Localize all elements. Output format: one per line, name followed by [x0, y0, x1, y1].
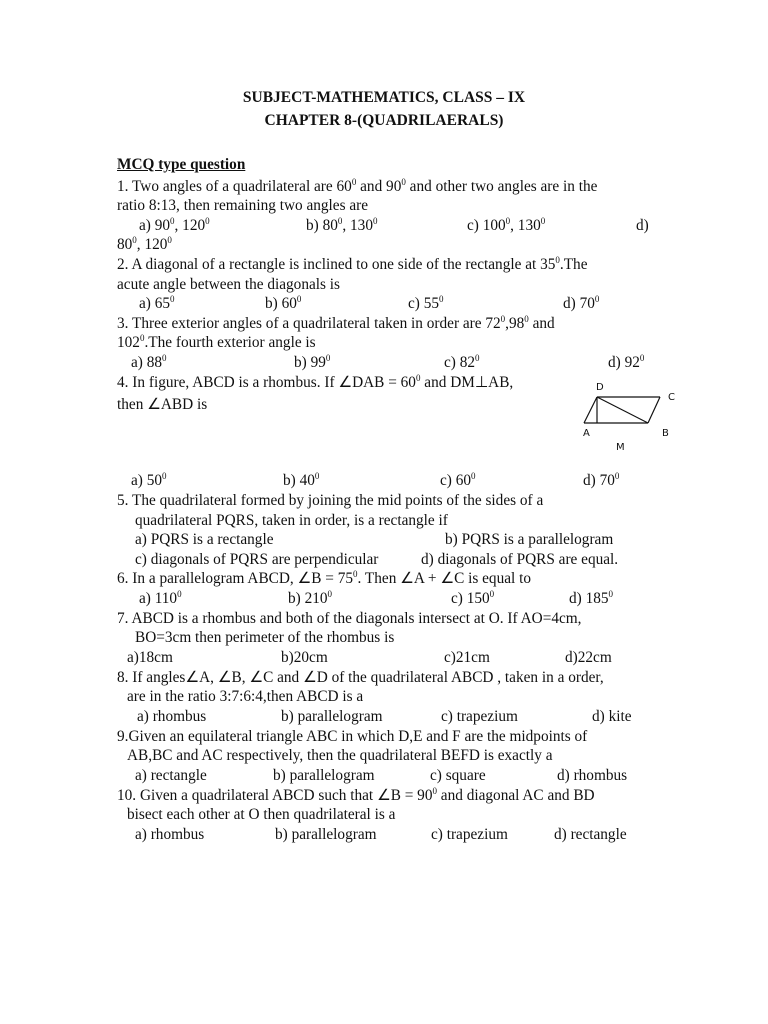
question-1-option-a: a) $90^0$, $120^0$	[139, 216, 210, 234]
question-4-line-1: 4. In figure, ABCD is a rhombus. If ∠DAB = $60^0$ and DM⊥AB,	[117, 373, 514, 391]
question-3-option-a: a) $88^0$	[131, 353, 167, 371]
question-9-line-2: AB,BC and AC respectively, then the quadrilateral BEFD is exactly a	[127, 747, 553, 764]
question-8-line-2: are in the ratio 3:7:6:4,then ABCD is a	[127, 688, 364, 705]
question-5-option-b: b) PQRS is a parallelogram	[445, 531, 614, 548]
question-10-option-c: c) trapezium	[431, 826, 508, 843]
question-7-option-c: c)21cm	[444, 649, 490, 666]
question-1-line-1: 1. Two angles of a quadrilateral are $60^0$ and $90^0$ and other two angles are in the	[117, 177, 598, 195]
question-4-option-a: a) $50^0$	[131, 471, 167, 489]
question-7-line-2: BO=3cm then perimeter of the rhombus is	[135, 629, 395, 646]
question-5-line-1: 5. The quadrilateral formed by joining the mid points of the sides of a	[117, 492, 544, 509]
question-9-option-a: a) rectangle	[135, 767, 207, 784]
label-a: A	[583, 428, 590, 439]
question-4-option-c: c) $60^0$	[440, 471, 476, 489]
question-7-option-d: d)22cm	[565, 649, 612, 666]
question-1-line-2: ratio 8:13, then remaining two angles are	[117, 197, 369, 214]
question-7-line-1: 7. ABCD is a rhombus and both of the diagonals intersect at O. If AO=4cm,	[117, 610, 582, 627]
question-6-option-a: a) $110^0$	[139, 589, 182, 607]
question-9-option-c: c) square	[430, 767, 486, 784]
question-3-option-b: b) $99^0$	[294, 353, 331, 371]
question-8-line-1: 8. If angles∠A, ∠B, ∠C and ∠D of the quadrilateral ABCD , taken in a order,	[117, 669, 604, 686]
question-6-option-d: d) $185^0$	[569, 589, 614, 607]
question-4-line-2: then ∠ABD is	[117, 396, 208, 413]
question-9-option-d: d) rhombus	[557, 767, 628, 784]
label-m: M	[616, 442, 625, 453]
diagonal-db	[597, 397, 648, 423]
question-2-line-2: acute angle between the diagonals is	[117, 276, 340, 293]
question-8-option-a: a) rhombus	[137, 708, 207, 725]
question-10-line-2: bisect each other at O then quadrilateral is a	[127, 806, 396, 823]
question-5-option-c: c) diagonals of PQRS are perpendicular	[135, 551, 379, 568]
rhombus-figure	[570, 372, 690, 458]
question-10-option-d: d) rectangle	[554, 826, 627, 843]
question-5-line-2: quadrilateral PQRS, taken in order, is a rectangle if	[135, 512, 448, 529]
question-6-option-b: b) $210^0$	[288, 589, 333, 607]
label-b: B	[662, 428, 669, 439]
question-9-option-b: b) parallelogram	[273, 767, 375, 784]
question-3-option-d: d) $92^0$	[608, 353, 645, 371]
question-4-option-b: b) $40^0$	[283, 471, 320, 489]
question-3-option-c: c) $82^0$	[444, 353, 480, 371]
question-10-line-1: 10. Given a quadrilateral ABCD such that ∠B = $90^0$ and diagonal AC and BD	[117, 786, 595, 804]
question-7-option-b: b)20cm	[281, 649, 328, 666]
chapter-title: CHAPTER 8-(QUADRILAERALS)	[264, 112, 504, 129]
question-2-option-d: d) $70^0$	[563, 294, 600, 312]
question-3-line-1: 3. Three exterior angles of a quadrilateral taken in order are $72^0,98^0$ and	[117, 314, 555, 332]
question-8-option-c: c) trapezium	[441, 708, 518, 725]
question-8-option-b: b) parallelogram	[281, 708, 383, 725]
question-6-option-c: c) $150^0$	[451, 589, 495, 607]
question-2-option-b: b) $60^0$	[265, 294, 302, 312]
label-c: C	[668, 392, 675, 403]
label-d: D	[596, 382, 604, 393]
question-2-option-a: a) $65^0$	[139, 294, 175, 312]
question-7-option-a: a)18cm	[127, 649, 173, 666]
side-bc	[648, 397, 660, 423]
question-1-option-d: d)	[636, 217, 649, 234]
question-8-option-d: d) kite	[592, 708, 632, 725]
question-9-line-1: 9.Given an equilateral triangle ABC in which D,E and F are the midpoints of	[117, 728, 588, 745]
question-1-option-d-value: $80^0$, $120^0$	[117, 235, 172, 253]
question-1-option-c: c) $100^0$, $130^0$	[467, 216, 546, 234]
question-5-option-d: d) diagonals of PQRS are equal.	[421, 551, 619, 568]
section-heading: MCQ type question	[117, 156, 246, 173]
page-title: SUBJECT-MATHEMATICS, CLASS – IX	[242, 89, 526, 106]
question-10-option-a: a) rhombus	[135, 826, 205, 843]
question-3-line-2: $102^0.The$ fourth exterior angle is	[117, 333, 316, 351]
question-1-option-b: b) $80^0$, $130^0$	[306, 216, 378, 234]
question-2-option-c: c) $55^0$	[408, 294, 444, 312]
question-6-line-1: 6. In a parallelogram ABCD, ∠B = $75^0$. Then ∠A + ∠C is equal to	[117, 569, 531, 587]
question-2-line-1: 2. A diagonal of a rectangle is inclined to one side of the rectangle at $35^0.The$	[117, 255, 588, 273]
question-4-option-d: d) $70^0$	[583, 471, 620, 489]
side-da	[584, 397, 597, 423]
question-5-option-a: a) PQRS is a rectangle	[135, 531, 274, 548]
question-10-option-b: b) parallelogram	[275, 826, 377, 843]
